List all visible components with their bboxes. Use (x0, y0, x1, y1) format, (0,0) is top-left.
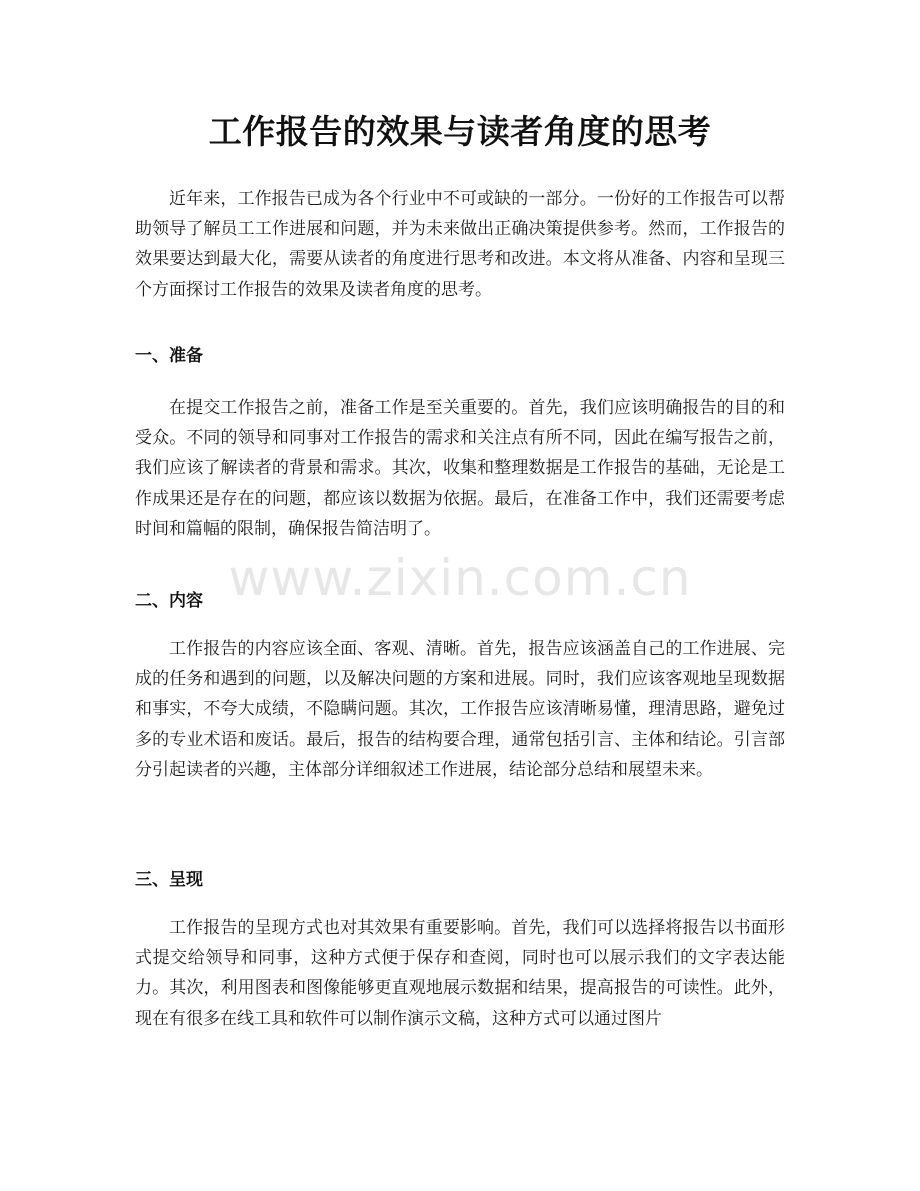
section-heading-presentation: 三、呈现 (135, 870, 203, 890)
section-heading-content: 二、内容 (135, 591, 203, 611)
section-body-content: 工作报告的内容应该全面、客观、清晰。首先，报告应该涵盖自己的工作进展、完成的任务和遇到的问题，以及解决问题的方案和进展。同时，我们应该客观地呈现数据和事实，不夸大成绩，不隐瞒问题。其次，工作报告应该清晰易懂，理清思路，避免过多的专业术语和废话。最后，报告的结构要合理，通常包括引言、主体和结论。引言部分引起读者的兴趣，主体部分详细叙述工作进展，结论部分总结和展望未来。 (135, 639, 785, 780)
intro-paragraph: 近年来，工作报告已成为各个行业中不可或缺的一部分。一份好的工作报告可以帮助领导了解员工工作进展和问题，并为未来做出正确决策提供参考。然而，工作报告的效果要达到最大化，需要从读者的角度进行思考和改进。本文将从准备、内容和呈现三个方面探讨工作报告的效果及读者角度的思考。 (135, 189, 785, 300)
section-heading-preparation: 一、准备 (135, 346, 203, 366)
watermark: www.zixin.com.cn (228, 549, 692, 607)
section-body-presentation: 工作报告的呈现方式也对其效果有重要影响。首先，我们可以选择将报告以书面形式提交给领导和同事，这种方式便于保存和查阅，同时也可以展示我们的文字表达能力。其次，利用图表和图像能够更直观地展示数据和结果，提高报告的可读性。此外，现在有很多在线工具和软件可以制作演示文稿，这种方式可以通过图片 (135, 918, 785, 1029)
section-body-preparation: 在提交工作报告之前，准备工作是至关重要的。首先，我们应该明确报告的目的和受众。不同的领导和同事对工作报告的需求和关注点有所不同，因此在编写报告之前，我们应该了解读者的背景和需求。其次，收集和整理数据是工作报告的基础，无论是工作成果还是存在的问题，都应该以数据为依据。最后，在准备工作中，我们还需要考虑时间和篇幅的限制，确保报告简洁明了。 (135, 398, 785, 539)
document-title: 工作报告的效果与读者角度的思考 (208, 112, 712, 151)
